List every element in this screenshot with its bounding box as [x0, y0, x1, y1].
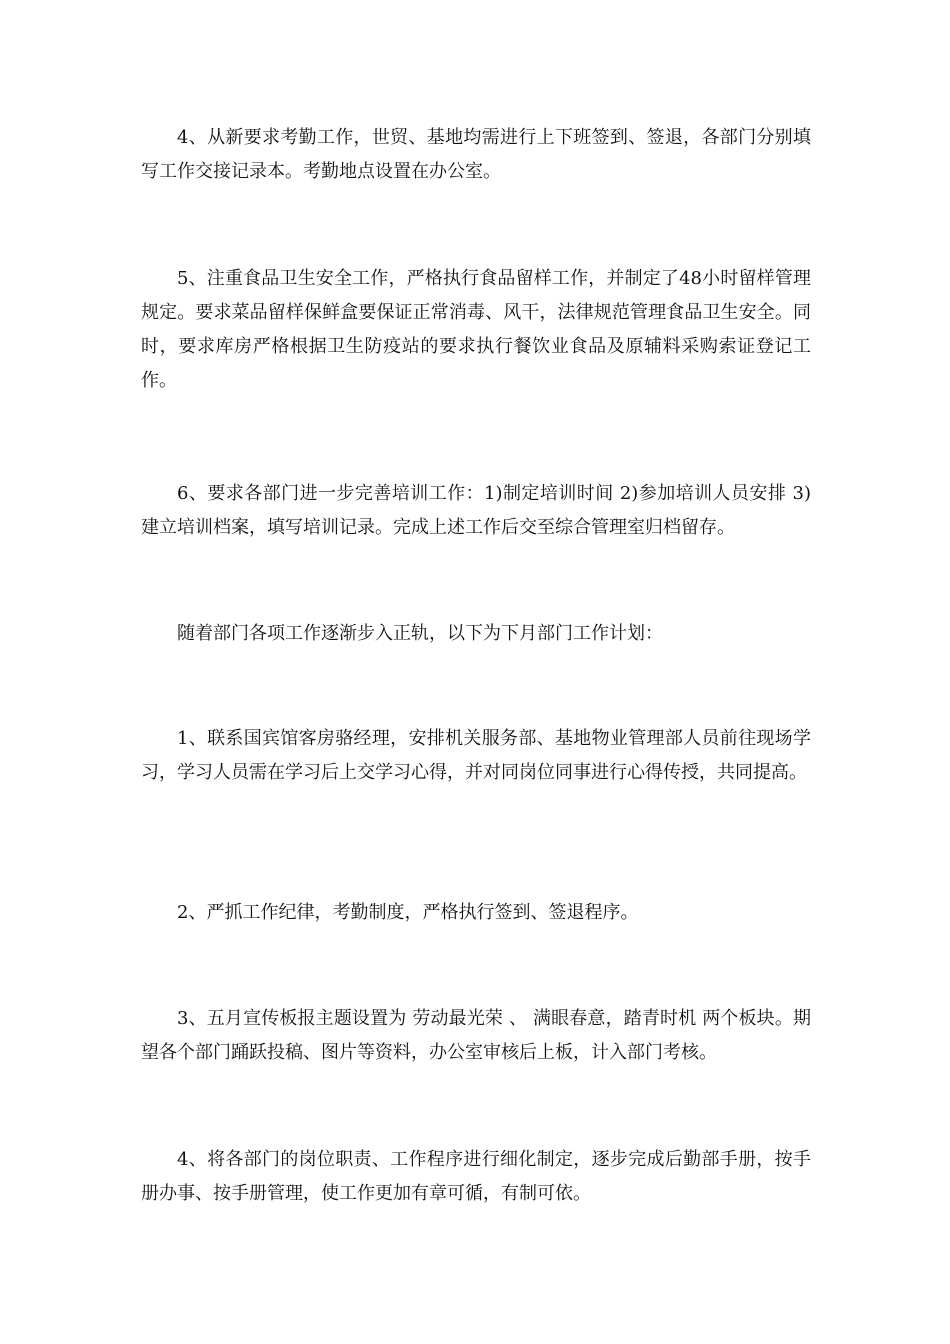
paragraph-plan-discipline: 2、严抓工作纪律，考勤制度，严格执行签到、签退程序。 [177, 902, 639, 923]
paragraph-food-safety: 5、注重食品卫生安全工作，严格执行食品留样工作，并制定了48小时留样管理规定。要求菜品留样保鲜盒要保证正常消毒、风干，法律规范管理食品卫生安全。同时，要求库房严格根据卫生防疫站的要求执行餐饮业食品及原辅料采购索证登记工作。 [141, 268, 811, 391]
paragraph-plan-study: 1、联系国宾馆客房骆经理，安排机关服务部、基地物业管理部人员前往现场学习，学习人员需在学习后上交学习心得，并对同岗位同事进行心得传授，共同提高。 [141, 728, 811, 783]
paragraph-training: 6、要求各部门进一步完善培训工作：1)制定培训时间 2)参加培训人员安排 3)建立培训档案，填写培训记录。完成上述工作后交至综合管理室归档留存。 [141, 483, 811, 538]
paragraph-plan-intro: 随着部门各项工作逐渐步入正轨，以下为下月部门工作计划： [177, 623, 663, 644]
paragraph-plan-handbook: 4、将各部门的岗位职责、工作程序进行细化制定，逐步完成后勤部手册，按手册办事、按手册管理，使工作更加有章可循，有制可依。 [141, 1149, 811, 1204]
paragraph-attendance: 4、从新要求考勤工作，世贸、基地均需进行上下班签到、签退，各部门分别填写工作交接记录本。考勤地点设置在办公室。 [141, 127, 811, 182]
paragraph-plan-bulletin: 3、五月宣传板报主题设置为 劳动最光荣 、 满眼春意，踏青时机 两个板块。期望各个部门踊跃投稿、图片等资料，办公室审核后上板，计入部门考核。 [141, 1008, 811, 1063]
